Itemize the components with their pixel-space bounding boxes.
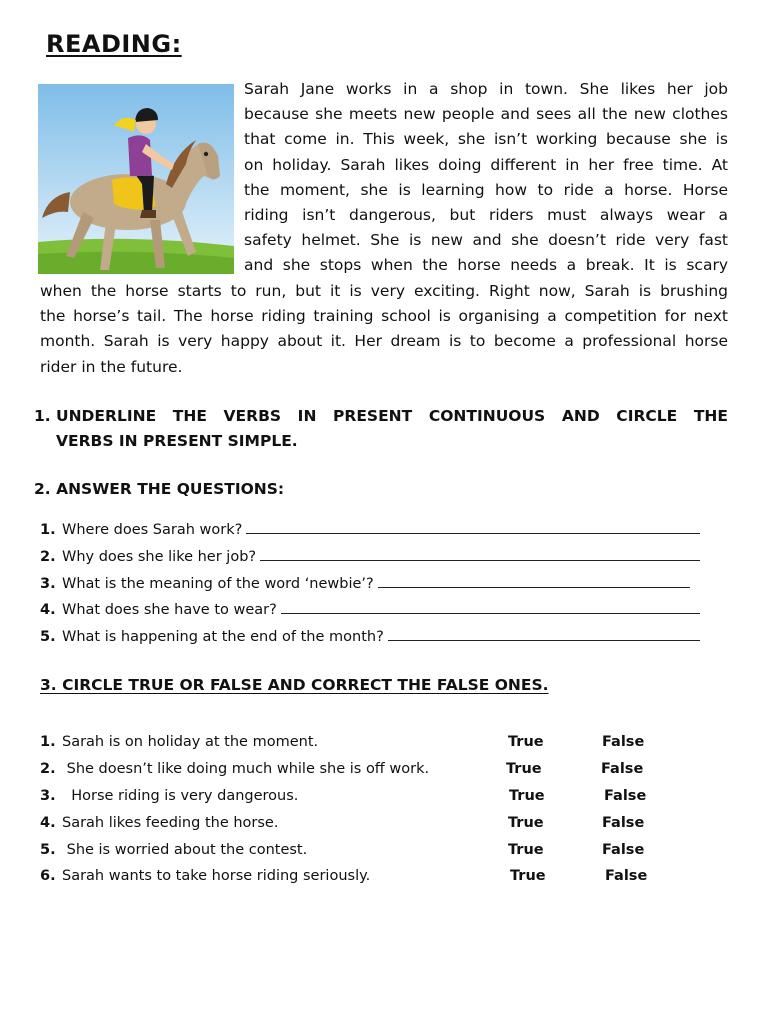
true-option[interactable]: True <box>506 760 542 777</box>
answer-line[interactable] <box>378 570 690 588</box>
true-false-item <box>40 810 680 837</box>
false-option[interactable]: False <box>604 787 647 804</box>
statement-text: Sarah wants to take horse riding seriously. <box>62 868 371 885</box>
statement-number: 4. <box>40 814 56 831</box>
statement-text: She is worried about the contest. <box>62 841 308 858</box>
true-false-item <box>40 783 680 810</box>
false-option[interactable]: False <box>602 841 645 858</box>
question-item <box>40 596 700 623</box>
question-number: 1. <box>40 522 56 538</box>
question-list <box>40 516 700 650</box>
statement-text: Sarah is on holiday at the moment. <box>62 734 319 750</box>
true-false-item <box>40 837 680 864</box>
reading-passage-continued <box>40 279 728 380</box>
horse-rider-illustration <box>38 84 234 274</box>
question-number: 2. <box>40 548 56 565</box>
true-false-item <box>40 756 680 783</box>
true-option[interactable]: True <box>510 868 546 885</box>
true-false-item <box>40 863 680 890</box>
passage-line: rider in the future. <box>40 357 183 376</box>
exercise-2-heading: 2. ANSWER THE QUESTIONS: <box>34 480 285 498</box>
question-text: Why does she like her job? <box>62 548 257 565</box>
statement-number: 2. <box>40 760 56 777</box>
false-option[interactable]: False <box>601 760 644 777</box>
statement-number: 3. <box>40 787 56 804</box>
true-option[interactable]: True <box>508 814 544 831</box>
exercise-1-line-1: UNDERLINE THE VERBS IN PRESENT CONTINUOUS AND CIRCLE THE <box>56 407 728 425</box>
statement-number: 5. <box>40 841 56 858</box>
question-text: Where does Sarah work? <box>62 522 243 538</box>
passage-line: when the horse starts to run, but it is very exciting. Right now, Sarah is brushing <box>40 282 728 300</box>
answer-line[interactable] <box>246 516 700 534</box>
false-option[interactable]: False <box>602 814 645 831</box>
exercise-1-instructions <box>34 404 728 454</box>
false-option[interactable]: False <box>602 734 645 750</box>
question-item <box>40 543 700 570</box>
question-text: What is the meaning of the word ‘newbie’? <box>62 575 374 592</box>
passage-line: the horse’s tail. The horse riding training school is organising a competition for next <box>40 307 728 326</box>
question-text: What is happening at the end of the month? <box>62 629 384 646</box>
passage-line: that come in. This week, she isn’t working because she is <box>244 130 728 149</box>
exercise-1-number: 1. <box>34 407 51 425</box>
exercise-3-heading: 3. CIRCLE TRUE OR FALSE AND CORRECT THE FALSE ONES. <box>40 676 549 694</box>
question-item <box>40 570 700 597</box>
passage-line: safety helmet. She is new and she doesn’t ride very fast <box>244 231 728 250</box>
question-number: 4. <box>40 602 56 619</box>
passage-line: Sarah Jane works in a shop in town. She likes her job <box>244 80 728 98</box>
exercise-1-line-2: VERBS IN PRESENT SIMPLE. <box>56 432 298 450</box>
answer-line[interactable] <box>388 623 700 641</box>
false-option[interactable]: False <box>605 868 648 885</box>
true-false-item <box>40 729 680 756</box>
passage-line: the moment, she is learning how to ride a horse. Horse <box>244 180 728 199</box>
answer-line[interactable] <box>281 596 700 614</box>
statement-number: 6. <box>40 868 56 885</box>
passage-line: and she stops when the horse needs a break. It is scary <box>244 256 728 275</box>
statement-text: She doesn’t like doing much while she is off work. <box>62 760 430 777</box>
question-number: 3. <box>40 575 56 592</box>
statement-text: Horse riding is very dangerous. <box>62 787 299 804</box>
true-option[interactable]: True <box>509 787 545 804</box>
passage-line: because she meets new people and sees all the new clothes <box>244 105 728 124</box>
true-option[interactable]: True <box>508 841 544 858</box>
passage-line: month. Sarah is very happy about it. Her dream is to become a professional horse <box>40 332 728 351</box>
statement-text: Sarah likes feeding the horse. <box>62 814 279 831</box>
statement-number: 1. <box>40 734 56 750</box>
true-option[interactable]: True <box>508 734 544 750</box>
question-item <box>40 516 700 543</box>
question-number: 5. <box>40 629 56 646</box>
page-title: READING: <box>46 30 182 58</box>
question-text: What does she have to wear? <box>62 602 277 619</box>
question-item <box>40 623 700 650</box>
reading-passage <box>244 77 728 279</box>
passage-line: on holiday. Sarah likes doing different in her free time. At <box>244 155 728 174</box>
true-false-list <box>40 729 680 890</box>
passage-line: riding isn’t dangerous, but riders must always wear a <box>244 205 728 224</box>
answer-line[interactable] <box>260 543 700 561</box>
